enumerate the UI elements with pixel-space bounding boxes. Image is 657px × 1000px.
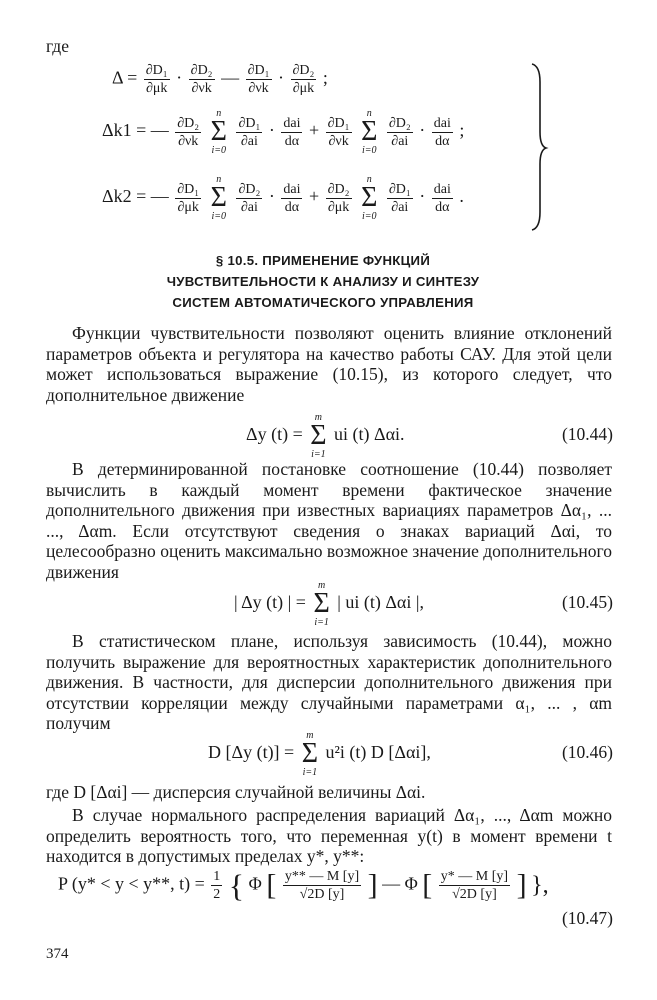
right-brace-icon	[528, 62, 550, 232]
fraction: $\frac{\text{∂D₁}}{\partial\mu k}$	[177, 181, 200, 215]
sum-symbol: n Σ i=0	[361, 174, 378, 222]
equation-delta: Δ = $\frac{\text{∂D₁}}{\partial\mu k}$ · $\frac{\text{∂D₂}}{\partial\nu k}$ — $\frac{\text{∂D₁}}{\partial\nu k}$ · $\frac{\text{∂D₂}}{\partial\mu k}$ ;	[112, 63, 328, 96]
equation-10-45: | Δy (t) | = m Σ i=1 | ui (t) Δαi |,	[234, 580, 424, 628]
heading-line: ЧУВСТВИТЕЛЬНОСТИ К АНАЛИЗУ И СИНТЕЗУ	[166, 274, 480, 289]
sum-symbol: n Σ i=0	[361, 108, 378, 156]
paragraph: В детерминированной постановке соотношение (10.44) позволяет вычислить в каждый момент времени фактическое значение дополнительного движения при известных вариациях параметров Δα₁, ... ..., Δαm. Если отсутствуют сведения о знаках вариаций Δαi, то целесообразно оценить максимально возможное значение дополнительного движения	[46, 459, 612, 582]
fraction: $\frac{\text{dai}}{d\alpha}$	[433, 181, 451, 215]
fraction: $\frac{\text{∂D₂}}{\partial ai}$	[388, 115, 411, 149]
fraction: $\frac{\text{∂D₁}}{\partial ai}$	[238, 115, 261, 149]
fraction: $\frac{\text{∂D₁}}{\partial\nu k}$	[247, 63, 270, 96]
sum-symbol: n Σ i=0	[210, 108, 227, 156]
heading-line: СИСТЕМ АВТОМАТИЧЕСКОГО УПРАВЛЕНИЯ	[172, 295, 474, 310]
sum-symbol: m Σ i=1	[310, 412, 327, 460]
equation-delta-k1: Δk1 = — $\frac{\text{∂D₂}}{\partial\nu k}$ n Σ i=0 $\frac{\text{∂D₁}}{\partial ai}$ · $\frac{\text{dai}}{d\alpha}$ + $\frac{\text{∂D₁}}{\partial\nu k}$ n Σ i=0 $\frac{\text{∂D₂}}{\partial ai}$ · $\frac{\text{dai}}{d\alpha}$ ;	[102, 108, 465, 156]
paragraph: В случае нормального распределения вариаций Δα₁, ..., Δαm можно определить вероятность того, что переменная y(t) в момент времени t находится в допустимых пределах y*, y**:	[46, 805, 612, 867]
paragraph: В статистическом плане, используя зависимость (10.44), можно получить выражение для вероятностных характеристик дополнительного движения. В частности, для дисперсии дополнительного движения при отсутствии корреляции между случайными параметрами α₁, ... , αm получим	[46, 631, 612, 734]
fraction: $\frac{\text{∂D₂}}{\partial ai}$	[238, 181, 261, 215]
fraction: $\frac{\text{∂D₂}}{\partial\nu k}$	[177, 115, 200, 149]
heading-line: § 10.5. ПРИМЕНЕНИЕ ФУНКЦИЙ	[215, 253, 431, 268]
fraction: $\frac{\text{∂D₂}}{\partial\mu k}$	[292, 63, 315, 96]
paragraph: где D [Δαi] — дисперсия случайной величины Δαi.	[46, 782, 426, 802]
equation-10-44: Δy (t) = m Σ i=1 ui (t) Δαi.	[246, 412, 405, 460]
fraction: $\frac{\text{dai}}{d\alpha}$	[283, 181, 301, 215]
equation-number: (10.45)	[561, 592, 613, 612]
equation-number: (10.47)	[561, 908, 613, 928]
eq-lhs: Δ =	[112, 67, 138, 88]
equation-10-47: P (y* < y < y**, t) = $\frac{1}{2}$ { Φ [ $\frac{y** — M [y]}{√2D [y]}$ ] — Φ [ $\frac{y* — M [y]}{√2D [y]}$ ] },	[58, 867, 549, 904]
fraction: $\frac{\text{∂D₁}}{\partial\mu k}$	[145, 63, 168, 96]
fraction: $\frac{1}{2}$	[213, 869, 221, 902]
fraction: $\frac{\text{∂D₁}}{\partial\nu k}$	[327, 115, 350, 149]
sum-symbol: n Σ i=0	[210, 174, 227, 222]
equation-number: (10.46)	[561, 742, 613, 762]
fraction: $\frac{y* — M [y]}{√2D [y]}$	[440, 869, 509, 902]
fraction: $\frac{\text{dai}}{d\alpha}$	[433, 115, 451, 149]
fraction: $\frac{\text{∂D₁}}{\partial ai}$	[388, 181, 411, 215]
equation-number: (10.44)	[561, 424, 613, 444]
fraction: $\frac{y** — M [y]}{√2D [y]}$	[284, 869, 360, 902]
paragraph: Функции чувствительности позволяют оценить влияние отклонений параметров объекта и регулятора на качество работы САУ. Для этой цели может использоваться выражение (10.15), из которого следует, что дополнительное движение	[46, 323, 612, 405]
fraction: $\frac{\text{∂D₂}}{\partial\nu k}$	[190, 63, 213, 96]
page-number: 374	[46, 946, 69, 962]
fraction: $\frac{\text{dai}}{d\alpha}$	[283, 115, 301, 149]
section-heading	[40, 250, 606, 313]
intro-word: где	[46, 36, 69, 56]
fraction: $\frac{\text{∂D₂}}{\partial\mu k}$	[327, 181, 350, 215]
equation-delta-k2: Δk2 = — $\frac{\text{∂D₁}}{\partial\mu k}$ n Σ i=0 $\frac{\text{∂D₂}}{\partial ai}$ · $\frac{\text{dai}}{d\alpha}$ + $\frac{\text{∂D₂}}{\partial\mu k}$ n Σ i=0 $\frac{\text{∂D₁}}{\partial ai}$ · $\frac{\text{dai}}{d\alpha}$ .	[102, 174, 464, 222]
equation-10-46: D [Δy (t)] = m Σ i=1 u²i (t) D [Δαi],	[208, 730, 431, 778]
sum-symbol: m Σ i=1	[313, 580, 330, 628]
sum-symbol: m Σ i=1	[301, 730, 318, 778]
